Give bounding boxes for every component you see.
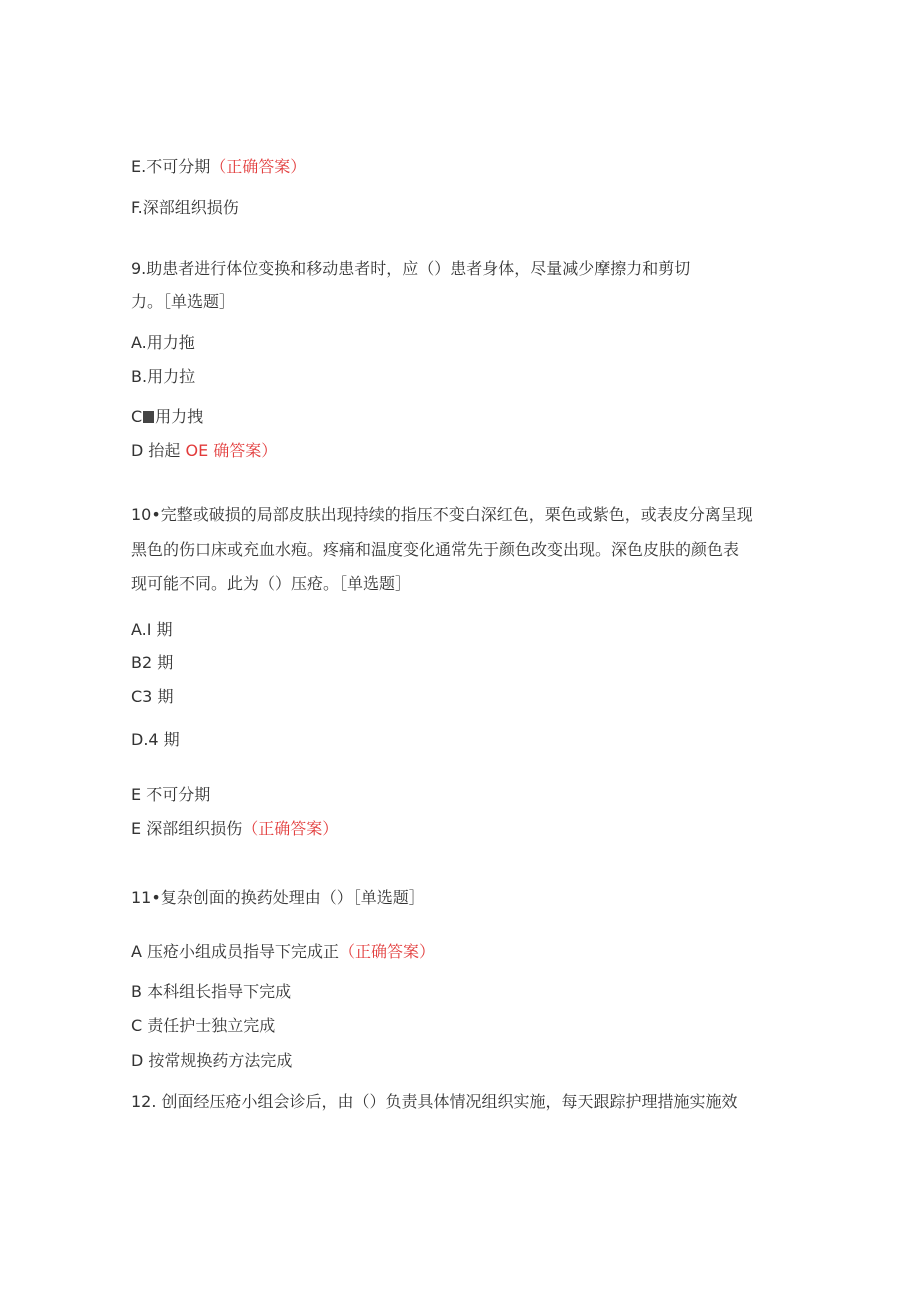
option-text: E 深部组织损伤: [131, 819, 243, 838]
q9-option-d: [131, 441, 277, 461]
option-text: A 压疮小组成员指导下完成正: [131, 942, 340, 961]
q11-option-b: B 本科组长指导下完成: [131, 982, 292, 1001]
question-10-line-3: 现可能不同。此为（）压疮。［单选题］: [131, 574, 412, 593]
correct-answer-tag: （正确答案）: [339, 942, 436, 961]
question-11: 11•复杂创面的换药处理由（）［单选题］: [131, 888, 425, 907]
ocr-fragment: OE: [185, 441, 209, 460]
option-e: [131, 157, 306, 177]
question-10-line-1: 10•完整或破损的局部皮肤出现持续的指压不变白深红色，栗色或紫色，或表皮分离呈现: [131, 505, 753, 524]
correct-answer-tag: （正确答案）: [210, 157, 307, 176]
q9-option-c: [131, 407, 203, 427]
q10-option-f: [131, 819, 338, 839]
q9-option-a: A.用力拖: [131, 333, 195, 352]
q10-option-d: D.4 期: [131, 730, 180, 749]
q10-option-e: E 不可分期: [131, 785, 211, 804]
option-text: 用力拽: [155, 407, 204, 426]
option-text: E.不可分期: [131, 157, 211, 176]
question-10-line-2: 黑色的伤口床或充血水疱。疼痛和温度变化通常先于颜色改变出现。深色皮肤的颜色表: [131, 540, 740, 559]
option-f: [131, 198, 239, 218]
q11-option-d: D 按常规换药方法完成: [131, 1051, 293, 1070]
q11-option-c: C 责任护士独立完成: [131, 1016, 276, 1035]
q10-option-c: C3 期: [131, 687, 174, 706]
correct-answer-tag: 确答案）: [208, 441, 278, 460]
option-letter: C: [131, 407, 143, 426]
q10-option-a: A.I 期: [131, 620, 173, 639]
question-9-line-1: 9.助患者进行体位变换和移动患者时，应（）患者身体，尽量减少摩擦力和剪切: [131, 259, 691, 278]
question-12: 12. 创面经压疮小组会诊后，由（）负责具体情况组织实施，每天跟踪护理措施实施效: [131, 1092, 738, 1111]
square-glyph-icon: [143, 411, 154, 423]
question-9-line-2: 力。［单选题］: [131, 292, 236, 311]
q11-option-a: [131, 942, 435, 962]
correct-answer-tag: （正确答案）: [242, 819, 339, 838]
q10-option-b: B2 期: [131, 653, 174, 672]
option-text: F.深部组织损伤: [131, 198, 239, 217]
q9-option-b: B.用力拉: [131, 367, 196, 386]
option-text: D 抬起: [131, 441, 186, 460]
